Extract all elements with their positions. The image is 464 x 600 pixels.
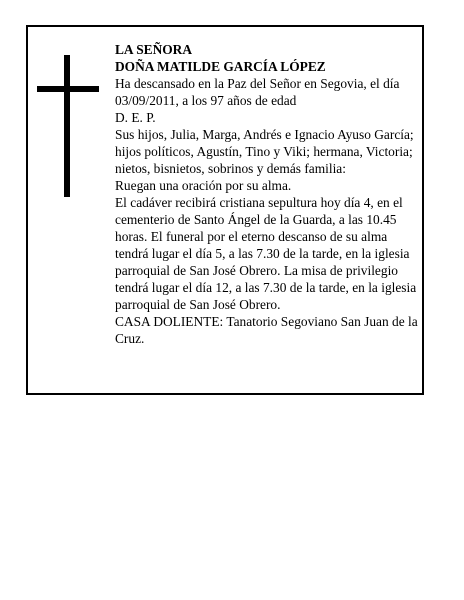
- notice-text: [115, 41, 419, 347]
- latin-cross-icon: [37, 55, 99, 197]
- prayer-request: Ruegan una oración por su alma.: [115, 178, 292, 193]
- funeral-home: CASA DOLIENTE: Tanatorio Segoviano San Juan de la Cruz.: [115, 314, 418, 346]
- rest-in-peace: D. E. P.: [115, 110, 156, 125]
- cross-horizontal-bar: [37, 86, 99, 92]
- notice-title: LA SEÑORA: [115, 42, 193, 57]
- death-announcement: Ha descansado en la Paz del Señor en Segovia, el día 03/09/2011, a los 97 años de edad: [115, 76, 400, 108]
- cross-vertical-bar: [64, 55, 70, 197]
- family-list: Sus hijos, Julia, Marga, Andrés e Ignacio Ayuso García; hijos políticos, Agustín, Tino y Viki; hermana, Victoria; nietos, bisnietos, sobrinos y demás familia:: [115, 127, 414, 176]
- obituary-notice: [26, 25, 424, 395]
- funeral-details: El cadáver recibirá cristiana sepultura hoy día 4, en el cementerio de Santo Ángel de la Guarda, a las 10.45 horas. El funeral por el eterno descanso de su alma tendrá lugar el día 5, a las 7.30 de la tarde, en la iglesia parroquial de San José Obrero. La misa de privilegio tendrá lugar el día 12, a las 7.30 de la tarde, en la iglesia parroquial de San José Obrero.: [115, 195, 417, 312]
- deceased-name: DOÑA MATILDE GARCÍA LÓPEZ: [115, 59, 326, 74]
